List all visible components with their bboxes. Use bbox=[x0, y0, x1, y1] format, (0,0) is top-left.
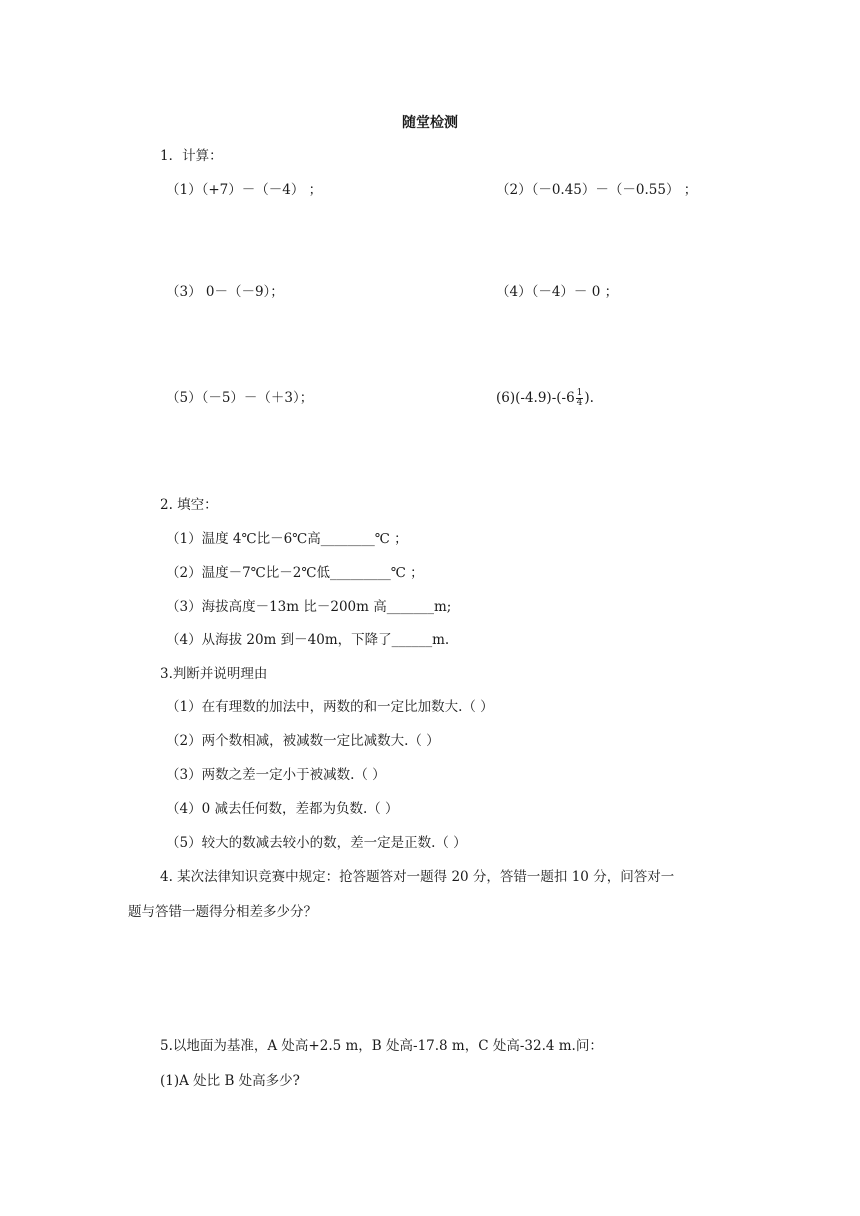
fraction-denominator: 4 bbox=[576, 398, 583, 408]
page-title: 随堂检测 bbox=[402, 115, 458, 131]
q1-item-5: （5）（－5）－（＋3）； bbox=[166, 390, 314, 406]
q2-item-2: （2）温度－7℃比－2℃低_________℃ ； bbox=[166, 565, 424, 581]
q1-item-4: （4）（－4）－ 0 ； bbox=[496, 284, 619, 300]
q1-item-1: （1）（+7）－（－4） ； bbox=[166, 182, 323, 198]
q1-heading: 1．计算： bbox=[160, 148, 223, 164]
q3-item-3: （3）两数之差一定小于被减数.（ ） bbox=[166, 767, 386, 783]
q3-item-2: （2）两个数相减，被减数一定比减数大.（ ） bbox=[166, 733, 440, 749]
q1-item-2: （2）（－0.45）－（－0.55） ； bbox=[496, 182, 698, 198]
q1-item-6-suffix: ). bbox=[584, 390, 594, 406]
q4-line-2: 题与答错一题得分相差多少分？ bbox=[128, 904, 317, 920]
q4-line-1: 4. 某次法律知识竞赛中规定：抢答题答对一题得 20 分，答错一题扣 10 分，问答对一 bbox=[160, 869, 675, 885]
q2-heading: 2. 填空： bbox=[160, 497, 218, 513]
q2-item-3: （3）海拔高度－13m 比－200m 高_______m; bbox=[166, 599, 452, 615]
q3-item-1: （1）在有理数的加法中，两数的和一定比加数大.（ ） bbox=[166, 699, 494, 715]
q1-item-3: （3） 0－（－9）； bbox=[166, 284, 284, 300]
q3-item-5: （5）较大的数减去较小的数，差一定是正数.（ ） bbox=[166, 835, 467, 851]
fraction-numerator: 1 bbox=[576, 388, 583, 398]
q3-item-4: （4）0 减去任何数，差都为负数.（ ） bbox=[166, 801, 399, 817]
q2-item-1: （1）温度 4℃比－6℃高________℃ ； bbox=[166, 531, 408, 547]
q3-heading: 3.判断并说明理由 bbox=[160, 666, 268, 682]
q5-line-1: 5.以地面为基准，A 处高+2.5 m，B 处高-17.8 m，C 处高-32.4 m.问： bbox=[160, 1038, 603, 1054]
q1-item-6-prefix: (6)(-4.9)-(-6 bbox=[496, 390, 575, 406]
q5-sub-1: (1)A 处比 B 处高多少? bbox=[160, 1073, 300, 1089]
q2-item-4: （4）从海拔 20m 到－40m，下降了______m. bbox=[166, 632, 450, 648]
fraction bbox=[576, 389, 584, 408]
q1-item-6 bbox=[496, 389, 594, 408]
